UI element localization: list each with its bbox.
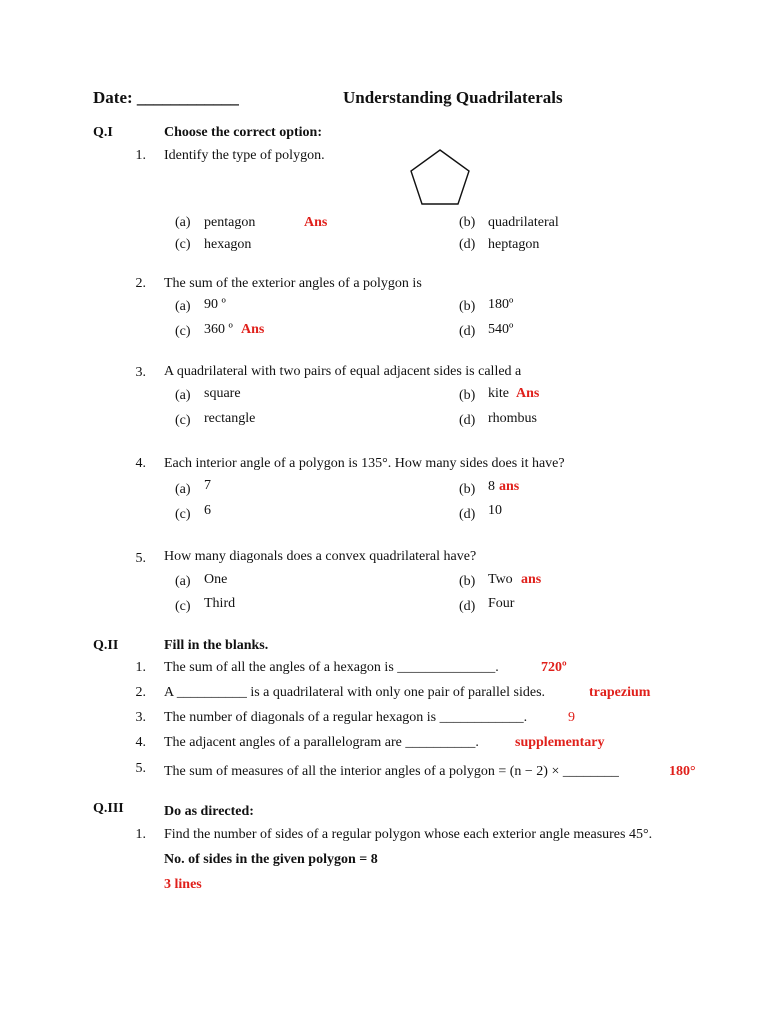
question-number: 5. (135, 551, 146, 566)
pentagon-figure (408, 147, 472, 207)
option-text: 7 (204, 478, 211, 493)
option-text: square (204, 386, 241, 401)
option-text: quadrilateral (488, 215, 559, 230)
option-letter: (d) (459, 413, 476, 428)
option-text: Third (204, 596, 236, 611)
option-text: rectangle (204, 411, 256, 426)
answer-mark: ans (499, 479, 520, 494)
option-letter: (c) (175, 507, 191, 522)
option-text: kite (488, 386, 509, 401)
section-label-q2: Q.II (93, 638, 119, 653)
option-letter: (d) (459, 324, 476, 339)
section-label-q3: Q.III (93, 801, 124, 816)
blank-text: The sum of all the angles of a hexagon is ______________. (164, 660, 499, 675)
question-number: 2. (135, 276, 146, 291)
section-instruction-q1: Choose the correct option: (164, 125, 322, 140)
option-letter: (a) (175, 299, 191, 314)
option-letter: (c) (175, 413, 191, 428)
blank-answer: 180° (669, 764, 696, 779)
blank-answer: supplementary (515, 735, 605, 750)
option-text: heptagon (488, 237, 540, 252)
option-letter: (c) (175, 599, 191, 614)
answer-mark: ans (521, 572, 542, 587)
question-text: Each interior angle of a polygon is 135°. How many sides does it have? (164, 456, 565, 471)
option-letter: (c) (175, 237, 191, 252)
option-text: 90 º (204, 297, 226, 312)
option-letter: (a) (175, 574, 191, 589)
question-text: Find the number of sides of a regular polygon whose each exterior angle measures 45°. (164, 827, 653, 842)
question-number: 1. (135, 148, 146, 163)
blank-answer: 9 (568, 710, 575, 725)
option-text: Four (488, 596, 515, 611)
option-letter: (a) (175, 215, 191, 230)
option-text: hexagon (204, 237, 252, 252)
blank-answer: trapezium (589, 685, 651, 700)
answer-mark: Ans (304, 215, 328, 230)
section-label-q1: Q.I (93, 125, 113, 140)
lines-note: 3 lines (164, 877, 202, 892)
question-text: Identify the type of polygon. (164, 148, 325, 163)
answer-statement: No. of sides in the given polygon = 8 (164, 852, 378, 867)
option-letter: (c) (175, 324, 191, 339)
option-text: 360 º (204, 322, 233, 337)
answer-mark: Ans (516, 386, 540, 401)
option-text: 8 (488, 479, 495, 494)
question-text: How many diagonals does a convex quadrilateral have? (164, 549, 477, 564)
option-letter: (d) (459, 599, 476, 614)
option-text: One (204, 572, 228, 587)
option-letter: (b) (459, 388, 476, 403)
question-number: 3. (135, 365, 146, 380)
option-letter: (b) (459, 299, 476, 314)
blank-number: 1. (135, 660, 146, 675)
blank-answer: 720º (541, 660, 567, 675)
question-text: The sum of the exterior angles of a polygon is (164, 276, 422, 291)
answer-mark: Ans (241, 322, 265, 337)
question-number: 1. (135, 827, 146, 842)
option-text: pentagon (204, 215, 256, 230)
option-letter: (b) (459, 215, 476, 230)
option-text: Two (488, 572, 513, 587)
blank-number: 4. (135, 735, 146, 750)
option-text: 10 (488, 503, 502, 518)
section-instruction-q3: Do as directed: (164, 804, 254, 819)
question-text: A quadrilateral with two pairs of equal adjacent sides is called a (164, 364, 522, 379)
blank-number: 5. (135, 761, 146, 776)
option-text: 6 (204, 503, 211, 518)
section-instruction-q2: Fill in the blanks. (164, 638, 269, 653)
option-letter: (d) (459, 237, 476, 252)
option-text: rhombus (488, 411, 537, 426)
page-title: Understanding Quadrilaterals (343, 88, 563, 107)
option-text: 180º (488, 297, 514, 312)
blank-text: The sum of measures of all the interior angles of a polygon = (n − 2) × ________ (164, 764, 619, 779)
blank-number: 3. (135, 710, 146, 725)
blank-number: 2. (135, 685, 146, 700)
option-letter: (b) (459, 482, 476, 497)
option-letter: (b) (459, 574, 476, 589)
blank-text: A __________ is a quadrilateral with only one pair of parallel sides. (164, 685, 546, 700)
blank-text: The number of diagonals of a regular hexagon is ____________. (164, 710, 528, 725)
option-text: 540º (488, 322, 514, 337)
blank-text: The adjacent angles of a parallelogram are __________. (164, 735, 479, 750)
date-label: Date: ____________ (93, 88, 239, 107)
option-letter: (d) (459, 507, 476, 522)
option-letter: (a) (175, 482, 191, 497)
option-letter: (a) (175, 388, 191, 403)
question-number: 4. (135, 456, 146, 471)
